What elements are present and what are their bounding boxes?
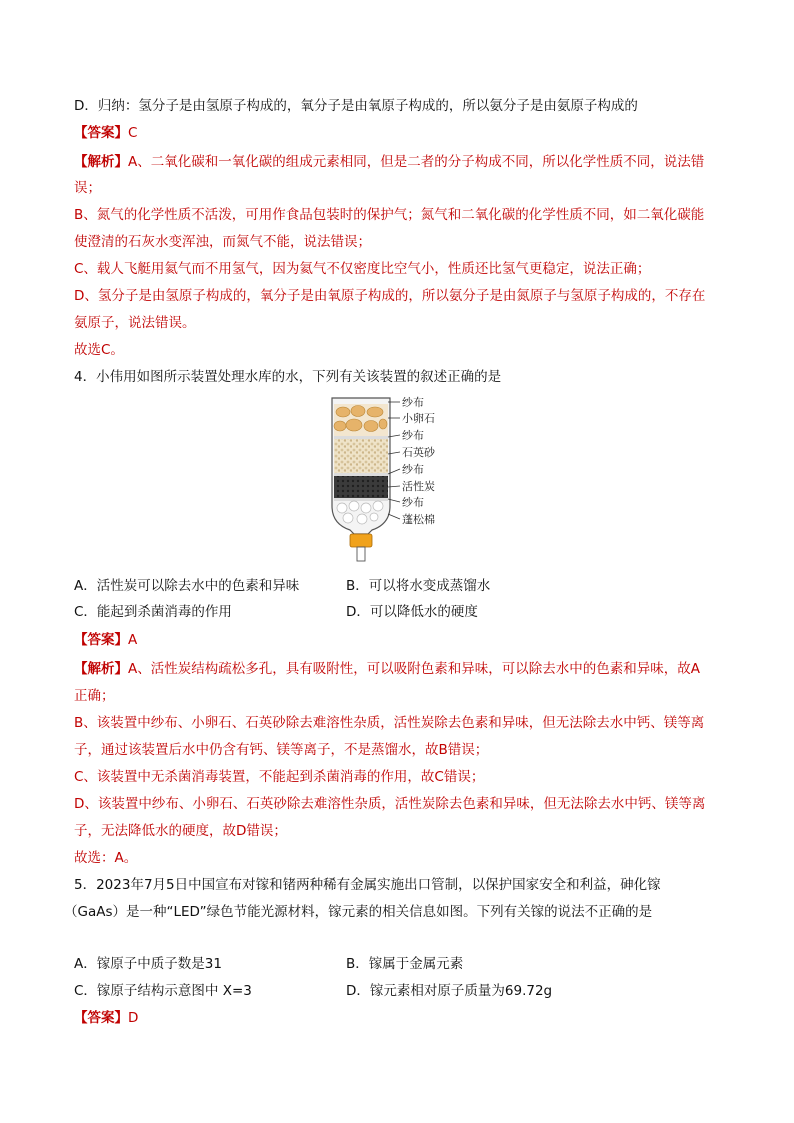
q3-analysis-line: 【解析】A、二氧化碳和一氧化碳的组成元素相同，但是二者的分子构成不同，所以化学性质不同，说法错	[74, 154, 705, 170]
q3-option-d: D．归纳：氢分子是由氢原子构成的，氧分子是由氧原子构成的，所以氨分子是由氨原子构成的	[74, 98, 638, 114]
q3-analysis-line: 使澄清的石灰水变浑浊，而氮气不能，说法错误；	[74, 234, 371, 250]
q4-analysis-line: 正确；	[74, 688, 115, 704]
figure-label: 小卵石	[402, 412, 435, 425]
figure-label: 石英砂	[402, 446, 435, 459]
answer-tag: 【答案】	[74, 632, 128, 648]
q5-stem: （GaAs）是一种“LED”绿色节能光源材料，镓元素的相关信息如图。下列有关镓的说法不正确的是	[64, 904, 653, 920]
q3-analysis-line: 氨原子，说法错误。	[74, 315, 196, 331]
q5-option-a: A．镓原子中质子数是31	[74, 956, 222, 972]
q3-analysis-line: B、氮气的化学性质不活泼，可用作食品包装时的保护气；氮气和二氧化碳的化学性质不同，如二氧化碳能	[74, 207, 705, 223]
figure-label: 纱布	[402, 396, 424, 409]
figure-label: 蓬松棉	[402, 513, 435, 526]
q4-option-d: D．可以降低水的硬度	[346, 604, 478, 620]
q4-answer	[74, 630, 724, 650]
q3-analysis-line: 故选C。	[74, 342, 124, 358]
figure-label: 纱布	[402, 463, 424, 476]
q4-analysis-line: C、该装置中无杀菌消毒装置，不能起到杀菌消毒的作用，故C错误；	[74, 769, 485, 785]
answer-value: D	[128, 1010, 139, 1026]
answer-value: C	[128, 125, 138, 141]
q4-option-b: B．可以将水变成蒸馏水	[346, 578, 491, 594]
analysis-tag: 【解析】	[74, 154, 128, 170]
q4-analysis-line: D、该装置中纱布、小卵石、石英砂除去难溶性杂质，活性炭除去色素和异味，但无法除去水中钙、镁等离	[74, 796, 706, 812]
q4-option-c: C．能起到杀菌消毒的作用	[74, 604, 232, 620]
q4-stem: 4．小伟用如图所示装置处理水库的水，下列有关该装置的叙述正确的是	[74, 369, 502, 385]
q3-answer	[74, 123, 724, 143]
answer-tag: 【答案】	[74, 125, 128, 141]
q5-answer	[74, 1008, 724, 1028]
q3-analysis-line: C、载人飞艇用氦气而不用氢气，因为氦气不仅密度比空气小，性质还比氢气更稳定，说法正确；	[74, 261, 651, 277]
q5-option-d: D．镓元素相对原子质量为69.72g	[346, 983, 553, 999]
q4-analysis-line: 【解析】A、活性炭结构疏松多孔，具有吸附性，可以吸附色素和异味，可以除去水中的色素和异味，故A	[74, 661, 700, 677]
q4-option-a: A．活性炭可以除去水中的色素和异味	[74, 578, 300, 594]
q3-analysis-line: D、氢分子是由氢原子构成的，氧分子是由氧原子构成的，所以氨分子是由氮原子与氢原子构成的，不存在	[74, 288, 706, 304]
answer-tag: 【答案】	[74, 1010, 128, 1026]
q3-analysis-line: 误；	[74, 180, 101, 196]
q4-analysis-line: 子，通过该装置后水中仍含有钙、镁等离子，不是蒸馏水，故B错误；	[74, 742, 489, 758]
q4-analysis-line: 故选：A。	[74, 850, 138, 866]
q4-analysis-line: B、该装置中纱布、小卵石、石英砂除去难溶性杂质，活性炭除去色素和异味，但无法除去水中钙、镁等离	[74, 715, 705, 731]
analysis-tag: 【解析】	[74, 661, 128, 677]
answer-value: A	[128, 632, 138, 648]
figure-label: 活性炭	[402, 480, 435, 493]
q5-option-c: C．镓原子结构示意图中 X=3	[74, 983, 252, 999]
water-filter-diagram	[316, 394, 476, 566]
q5-option-b: B．镓属于金属元素	[346, 956, 464, 972]
q4-analysis-line: 子，无法降低水的硬度，故D错误；	[74, 823, 287, 839]
water-filter-figure	[316, 394, 476, 566]
q5-stem: 5．2023年7月5日中国宣布对镓和锗两种稀有金属实施出口管制，以保护国家安全和利益，砷化镓	[74, 877, 661, 893]
figure-label: 纱布	[402, 496, 424, 509]
figure-label: 纱布	[402, 429, 424, 442]
